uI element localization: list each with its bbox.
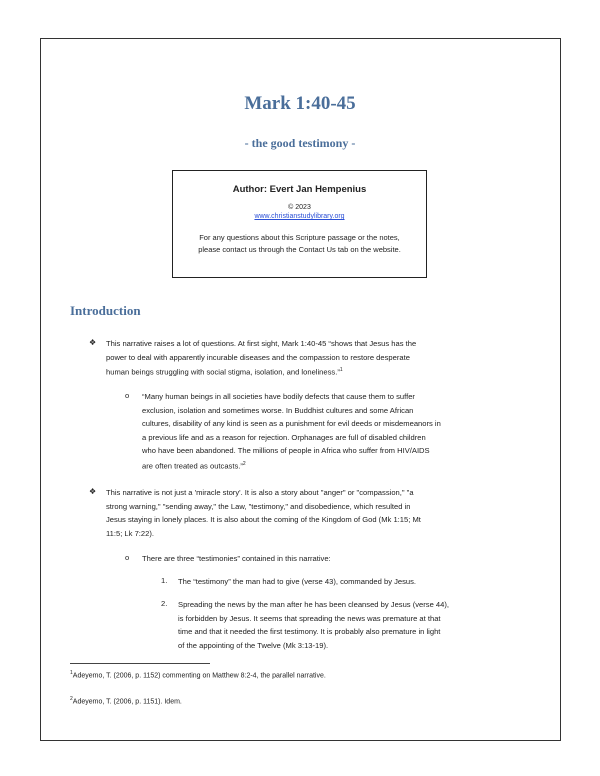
text-line: who have been abandoned. The millions of people in Africa who suffer from HIV/AIDS [142, 446, 430, 456]
list-number: 2. [161, 599, 168, 608]
text-line: human beings struggling with social stigma, isolation, and loneliness.”$^1$ [106, 367, 343, 377]
contact-note [173, 232, 426, 256]
text-line: This narrative is not just a 'miracle story'. It is also a story about "anger" or "compassion," "a [106, 488, 414, 497]
footnote: $^1$Adeyemo, T. (2006, p. 1152) commenting on Matthew 8:2-4, the parallel narrative. [70, 670, 326, 680]
quote-paragraph [142, 390, 532, 473]
text-line: The “testimony” the man had to give (verse 43), commanded by Jesus. [178, 577, 417, 586]
copyright: © 2023 [288, 204, 311, 211]
text-line: power to deal with apparently incurable diseases and the compassion to restore desperate [106, 352, 410, 362]
list-item [178, 575, 538, 589]
text-line: This narrative raises a lot of questions. At first sight, Mark 1:40-45 “shows that Jesus has the [106, 339, 417, 348]
sub-bullet-symbol: o [125, 391, 130, 400]
text-line: “Many human beings in all societies have bodily defects that cause them to suffer [142, 392, 415, 401]
text-line: strong warning," "sending away," the Law, "testimony," and disobedience, which resulted in [106, 501, 411, 511]
website-link[interactable]: www.christianstudylibrary.org [254, 213, 345, 220]
footnote-ref[interactable]: 2 [242, 460, 246, 467]
text-line: exclusion, isolation and sometimes worse. In Buddhist cultures and some African [142, 405, 414, 415]
footnote-number: 1 [70, 670, 73, 676]
footnote-divider [70, 663, 210, 664]
bullet-paragraph [106, 486, 526, 540]
author-box [172, 170, 427, 278]
section-heading: Introduction [70, 303, 141, 318]
bullet-symbol: ❖ [89, 487, 97, 496]
page-subtitle: - the good testimony - [244, 136, 356, 150]
list-number: 1. [161, 576, 168, 585]
text-line: of the appointing of the Twelve (Mk 3:13-19). [178, 640, 329, 650]
testimonies-intro: There are three “testimonies” contained in this narrative: [142, 554, 331, 563]
text-line: 11:5; Lk 7:22). [106, 528, 154, 538]
page-title: Mark 1:40-45 [244, 93, 356, 114]
sub-bullet-symbol: o [125, 553, 130, 562]
author-name: Author: Evert Jan Hempenius [232, 184, 367, 195]
text-line: is forbidden by Jesus. It seems that spreading the news was premature at that [178, 613, 441, 623]
text-line: a previous life and as a reason for rejection. Orphanages are full of disabled children [142, 432, 426, 442]
footnote-number: 2 [70, 696, 73, 702]
text-line: Spreading the news by the man after he has been cleansed by Jesus (verse 44), [178, 600, 450, 609]
text-line: time and that it needed the first testimony. It is probably also premature in light [178, 627, 441, 637]
list-item [178, 598, 538, 652]
text-line: are often treated as outcasts.”$^2$ [142, 460, 246, 471]
contact-line: For any questions about this Scripture passage or the notes, [199, 233, 400, 242]
footnote: $^2$Adeyemo, T. (2006, p. 1151). Idem. [70, 696, 182, 706]
bullet-symbol: ❖ [89, 338, 97, 347]
footnote-ref[interactable]: 1 [339, 367, 343, 374]
bullet-paragraph [106, 337, 526, 379]
contact-line: please contact us through the Contact Us tab on the website. [198, 245, 401, 254]
text-line: Jesus staying in lonely places. It is also about the coming of the Kingdom of God (Mk 1:15; Mt [106, 515, 421, 525]
text-line: cultures, disability of any kind is seen as a punishment for evil deeds or misdemeanors in [142, 419, 441, 429]
